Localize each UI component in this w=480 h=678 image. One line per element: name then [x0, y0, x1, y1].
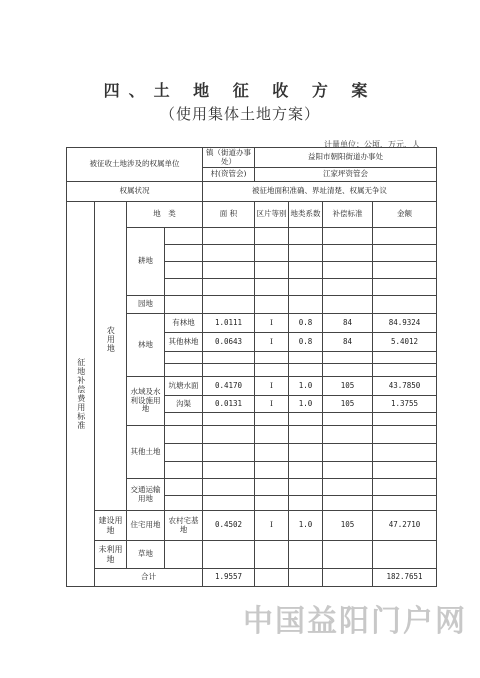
village-label: 村(资管会) [203, 168, 255, 182]
category-garden: 园地 [127, 296, 165, 314]
col-grade: 区片等别 [255, 202, 289, 228]
row-standard: 105 [323, 396, 373, 413]
row-grade: Ⅰ [255, 333, 289, 352]
unit-note: 计量单位：公顷、万元、人 [324, 140, 420, 149]
row-name: 有林地 [165, 314, 203, 333]
row-coef: 1.0 [289, 396, 323, 413]
document-subtitle: （使用集体土地方案） [159, 105, 320, 123]
total-area: 1.9557 [203, 569, 255, 587]
street-value: 益阳市朝阳街道办事处 [255, 148, 437, 168]
category-cultivated: 耕地 [127, 228, 165, 296]
ownership-value: 被征地面积准确、界址清楚、权属无争议 [203, 182, 437, 202]
row-coef: 1.0 [289, 377, 323, 396]
row-standard: 105 [323, 377, 373, 396]
category-forest: 林地 [127, 314, 165, 377]
col-amount: 金额 [373, 202, 437, 228]
group-construction: 建设用地 [95, 511, 127, 541]
row-name: 其他林地 [165, 333, 203, 352]
ownership-label: 权属状况 [67, 182, 203, 202]
street-label: 镇（街道办事处） [203, 148, 255, 168]
row-grade: Ⅰ [255, 511, 289, 541]
category-water: 水域及水利设施用地 [127, 377, 165, 426]
row-name: 坑塘水面 [165, 377, 203, 396]
row-amount: 43.7850 [373, 377, 437, 396]
row-standard: 84 [323, 314, 373, 333]
row-standard: 84 [323, 333, 373, 352]
row-amount: 47.2710 [373, 511, 437, 541]
col-land-type: 地 类 [127, 202, 203, 228]
row-name: 农村宅基地 [165, 511, 203, 541]
row-grade: Ⅰ [255, 314, 289, 333]
row-area: 0.4170 [203, 377, 255, 396]
row-grade: Ⅰ [255, 377, 289, 396]
row-area: 0.0643 [203, 333, 255, 352]
category-transport: 交通运输用地 [127, 479, 165, 511]
col-area: 面 积 [203, 202, 255, 228]
section-label: 征地补偿费用标准 [67, 202, 95, 587]
total-label: 合计 [95, 569, 203, 587]
row-area: 0.0131 [203, 396, 255, 413]
row-coef: 1.0 [289, 511, 323, 541]
row-grade: Ⅰ [255, 396, 289, 413]
row-amount: 1.3755 [373, 396, 437, 413]
owner-label: 被征收土地涉及的权属单位 [67, 148, 203, 182]
watermark: 中国益阳门户网 [243, 604, 467, 639]
row-amount: 84.9324 [373, 314, 437, 333]
total-amount: 182.7651 [373, 569, 437, 587]
category-housing: 住宅用地 [127, 511, 165, 541]
row-area: 1.0111 [203, 314, 255, 333]
category-grass: 草地 [127, 541, 165, 569]
village-value: 江家坪资管会 [255, 168, 437, 182]
category-other: 其他土地 [127, 426, 165, 479]
col-standard: 补偿标准 [323, 202, 373, 228]
group-unused: 未利用地 [95, 541, 127, 569]
row-amount: 5.4012 [373, 333, 437, 352]
row-coef: 0.8 [289, 333, 323, 352]
group-farm: 农用地 [106, 326, 116, 353]
row-coef: 0.8 [289, 314, 323, 333]
row-name: 沟渠 [165, 396, 203, 413]
document-title: 四、土 地 征 收 方 案 [103, 81, 377, 100]
row-area: 0.4502 [203, 511, 255, 541]
col-coef: 地类系数 [289, 202, 323, 228]
row-standard: 105 [323, 511, 373, 541]
land-expropriation-table [66, 147, 437, 587]
